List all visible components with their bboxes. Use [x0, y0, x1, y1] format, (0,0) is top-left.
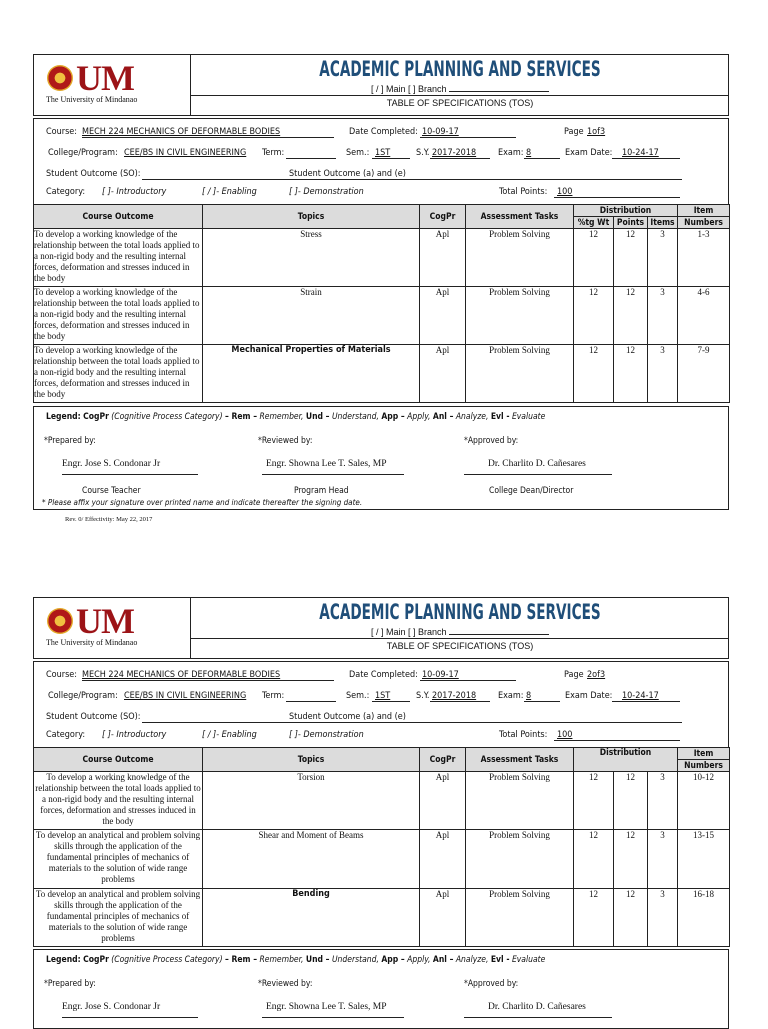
exam-label: Exam: — [498, 148, 524, 158]
exam-date-value: 10-24-17 — [622, 691, 659, 701]
total-points-label: Total Points: — [499, 187, 548, 197]
cogpr-cell: Apl — [420, 229, 466, 287]
topic-cell: Strain — [203, 287, 420, 345]
col-numbers: Numbers — [678, 760, 730, 772]
exam-value: 8 — [526, 148, 532, 158]
legend: Legend: CogPr (Cognitive Process Category) – Rem – Remember, Und – Understand, App – Apply, Anl – Analyze, Evl - Evaluate — [46, 955, 546, 965]
course-outcome-cell: To develop a working knowledge of the relationship between the total loads applied to a non-rigid body and the resulting internal forces, deformation and stresses induced in the body — [34, 345, 203, 403]
col-item: Item — [678, 205, 730, 217]
logo-subtitle: The University of Mindanao — [46, 638, 138, 647]
exam-value: 8 — [526, 691, 532, 701]
tos-page-2 — [33, 597, 729, 1024]
sem-value: 1ST — [375, 148, 391, 158]
page-header — [33, 54, 729, 116]
so-label: Student Outcome (SO): — [46, 712, 141, 722]
page-number: 2of3 — [587, 670, 606, 680]
item-numbers-cell: 7-9 — [678, 345, 730, 403]
reviewed-by-label: *Reviewed by: — [258, 979, 313, 989]
category-introductory: [ ]- Introductory — [102, 730, 167, 740]
sy-label: S.Y. — [416, 148, 430, 158]
logo-subtitle: The University of Mindanao — [46, 95, 138, 104]
points-cell: 12 — [614, 345, 648, 403]
university-seal-icon — [47, 65, 73, 91]
category-enabling: [ / ]- Enabling — [202, 730, 257, 740]
date-value: 10-09-17 — [422, 670, 459, 680]
topic-cell: Mechanical Properties of Materials — [203, 345, 420, 403]
weight-cell: 12 — [574, 229, 614, 287]
course-label: Course: — [46, 127, 77, 137]
reviewed-by-name: Engr. Showna Lee T. Sales, MP — [266, 459, 387, 469]
so-label: Student Outcome (SO): — [46, 169, 141, 179]
approved-by-role: College Dean/Director — [489, 486, 574, 496]
col-tg-wt: %tg Wt — [574, 217, 614, 229]
date-label: Date Completed: — [349, 670, 418, 680]
term-label: Term: — [262, 691, 285, 701]
table-row — [34, 889, 730, 947]
points-cell: 12 — [614, 229, 648, 287]
prepared-by-name: Engr. Jose S. Condonar Jr — [62, 1002, 161, 1012]
course-value: MECH 224 MECHANICS OF DEFORMABLE BODIES — [82, 127, 281, 137]
page-label: Page — [564, 670, 584, 680]
specifications-table — [33, 204, 730, 403]
table-row — [34, 830, 730, 889]
col-distribution: Distribution — [574, 205, 678, 217]
assessment-cell: Problem Solving — [466, 830, 574, 889]
legend: Legend: CogPr (Cognitive Process Category) – Rem – Remember, Und – Understand, App – Apply, Anl – Analyze, Evl - Evaluate — [46, 412, 546, 422]
prepared-by-name: Engr. Jose S. Condonar Jr — [62, 459, 161, 469]
item-numbers-cell: 10-12 — [678, 772, 730, 830]
col-topics: Topics — [203, 205, 420, 229]
reviewed-by-label: *Reviewed by: — [258, 436, 313, 446]
college-label: College/Program: — [48, 691, 118, 701]
approved-by-label: *Approved by: — [464, 436, 519, 446]
office-title: ACADEMIC PLANNING AND SERVICES — [319, 57, 601, 81]
course-outcome-cell: To develop an analytical and problem solving skills through the application of the fundamental principles of mechanics of materials to the solution of wide range problems — [34, 889, 203, 947]
sem-label: Sem.: — [346, 148, 370, 158]
campus-line: [ / ] Main [ ] Branch — [191, 627, 729, 637]
approved-by-label: *Approved by: — [464, 979, 519, 989]
col-course-outcome: Course Outcome — [34, 205, 203, 229]
exam-date-value: 10-24-17 — [622, 148, 659, 158]
weight-cell: 12 — [574, 287, 614, 345]
items-cell: 3 — [648, 830, 678, 889]
col-topics: Topics — [203, 748, 420, 772]
revision-note: Rev. 0/ Effectivity: May 22, 2017 — [65, 516, 153, 523]
table-row — [34, 345, 730, 403]
prepared-by-label: *Prepared by: — [44, 979, 96, 989]
items-cell: 3 — [648, 772, 678, 830]
sem-value: 1ST — [375, 691, 391, 701]
col-points: Points — [614, 217, 648, 229]
category-enabling: [ / ]- Enabling — [202, 187, 257, 197]
sem-label: Sem.: — [346, 691, 370, 701]
so-value: Student Outcome (a) and (e) — [289, 169, 406, 179]
cogpr-cell: Apl — [420, 772, 466, 830]
assessment-cell: Problem Solving — [466, 287, 574, 345]
col-item: Item — [678, 748, 730, 760]
col-numbers: Numbers — [678, 217, 730, 229]
assessment-cell: Problem Solving — [466, 889, 574, 947]
items-cell: 3 — [648, 229, 678, 287]
topic-cell: Bending — [203, 889, 420, 947]
col-assessment: Assessment Tasks — [466, 205, 574, 229]
specifications-table — [33, 747, 730, 947]
table-row — [34, 229, 730, 287]
item-numbers-cell: 16-18 — [678, 889, 730, 947]
course-info — [33, 661, 729, 749]
university-logo — [34, 55, 191, 115]
college-label: College/Program: — [48, 148, 118, 158]
document-title: TABLE OF SPECIFICATIONS (TOS) — [191, 95, 729, 115]
total-points-value: 100 — [557, 730, 573, 740]
course-outcome-cell: To develop a working knowledge of the relationship between the total loads applied to a non-rigid body and the resulting internal forces, deformation and stresses induced in the body — [34, 229, 203, 287]
weight-cell: 12 — [574, 772, 614, 830]
cogpr-cell: Apl — [420, 830, 466, 889]
topic-cell: Stress — [203, 229, 420, 287]
category-introductory: [ ]- Introductory — [102, 187, 167, 197]
course-outcome-cell: To develop an analytical and problem solving skills through the application of the fundamental principles of mechanics of materials to the solution of wide range problems — [34, 830, 203, 889]
col-distribution: Distribution — [574, 748, 678, 772]
prepared-by-role: Course Teacher — [82, 486, 141, 496]
university-logo — [34, 598, 191, 658]
office-title: ACADEMIC PLANNING AND SERVICES — [319, 600, 601, 624]
category-demonstration: [ ]- Demonstration — [289, 187, 364, 197]
col-items: Items — [648, 217, 678, 229]
course-outcome-cell: To develop a working knowledge of the relationship between the total loads applied to a non-rigid body and the resulting internal forces, deformation and stresses induced in the body — [34, 772, 203, 830]
assessment-cell: Problem Solving — [466, 345, 574, 403]
topic-cell: Torsion — [203, 772, 420, 830]
term-label: Term: — [262, 148, 285, 158]
cogpr-cell: Apl — [420, 889, 466, 947]
items-cell: 3 — [648, 287, 678, 345]
course-label: Course: — [46, 670, 77, 680]
approved-by-name: Dr. Charlito D. Cañesares — [488, 459, 586, 469]
sy-value: 2017-2018 — [432, 691, 477, 701]
reviewed-by-role: Program Head — [294, 486, 349, 496]
item-numbers-cell: 4-6 — [678, 287, 730, 345]
reviewed-by-name: Engr. Showna Lee T. Sales, MP — [266, 1002, 387, 1012]
topic-cell: Shear and Moment of Beams — [203, 830, 420, 889]
course-info — [33, 118, 729, 206]
signature-note: * Please affix your signature over printed name and indicate thereafter the signing date. — [42, 498, 363, 507]
so-value: Student Outcome (a) and (e) — [289, 712, 406, 722]
sy-label: S.Y. — [416, 691, 430, 701]
legend-and-signatures — [33, 949, 729, 1029]
course-value: MECH 224 MECHANICS OF DEFORMABLE BODIES — [82, 670, 281, 680]
approved-by-name: Dr. Charlito D. Cañesares — [488, 1002, 586, 1012]
category-demonstration: [ ]- Demonstration — [289, 730, 364, 740]
logo-text: UM — [76, 601, 134, 641]
sy-value: 2017-2018 — [432, 148, 477, 158]
assessment-cell: Problem Solving — [466, 229, 574, 287]
cogpr-cell: Apl — [420, 287, 466, 345]
university-seal-icon — [47, 608, 73, 634]
weight-cell: 12 — [574, 830, 614, 889]
table-row — [34, 287, 730, 345]
total-points-label: Total Points: — [499, 730, 548, 740]
col-course-outcome: Course Outcome — [34, 748, 203, 772]
exam-label: Exam: — [498, 691, 524, 701]
items-cell: 3 — [648, 889, 678, 947]
points-cell: 12 — [614, 830, 648, 889]
assessment-cell: Problem Solving — [466, 772, 574, 830]
weight-cell: 12 — [574, 889, 614, 947]
item-numbers-cell: 13-15 — [678, 830, 730, 889]
cogpr-cell: Apl — [420, 345, 466, 403]
tos-page-1 — [33, 54, 729, 523]
page-header — [33, 597, 729, 659]
points-cell: 12 — [614, 889, 648, 947]
table-row — [34, 772, 730, 830]
category-label: Category: — [46, 187, 86, 197]
college-value: CEE/BS IN CIVIL ENGINEERING — [124, 148, 247, 158]
points-cell: 12 — [614, 287, 648, 345]
course-outcome-cell: To develop a working knowledge of the relationship between the total loads applied to a non-rigid body and the resulting internal forces, deformation and stresses induced in the body — [34, 287, 203, 345]
document-title: TABLE OF SPECIFICATIONS (TOS) — [191, 638, 729, 658]
legend-and-signatures — [33, 406, 729, 510]
weight-cell: 12 — [574, 345, 614, 403]
college-value: CEE/BS IN CIVIL ENGINEERING — [124, 691, 247, 701]
date-value: 10-09-17 — [422, 127, 459, 137]
col-cogpr: CogPr — [420, 205, 466, 229]
campus-line: [ / ] Main [ ] Branch — [191, 84, 729, 94]
page-number: 1of3 — [587, 127, 606, 137]
prepared-by-label: *Prepared by: — [44, 436, 96, 446]
col-cogpr: CogPr — [420, 748, 466, 772]
category-label: Category: — [46, 730, 86, 740]
points-cell: 12 — [614, 772, 648, 830]
logo-text: UM — [76, 58, 134, 98]
col-assessment: Assessment Tasks — [466, 748, 574, 772]
total-points-value: 100 — [557, 187, 573, 197]
date-label: Date Completed: — [349, 127, 418, 137]
exam-date-label: Exam Date: — [565, 148, 613, 158]
exam-date-label: Exam Date: — [565, 691, 613, 701]
page-label: Page — [564, 127, 584, 137]
item-numbers-cell: 1-3 — [678, 229, 730, 287]
items-cell: 3 — [648, 345, 678, 403]
